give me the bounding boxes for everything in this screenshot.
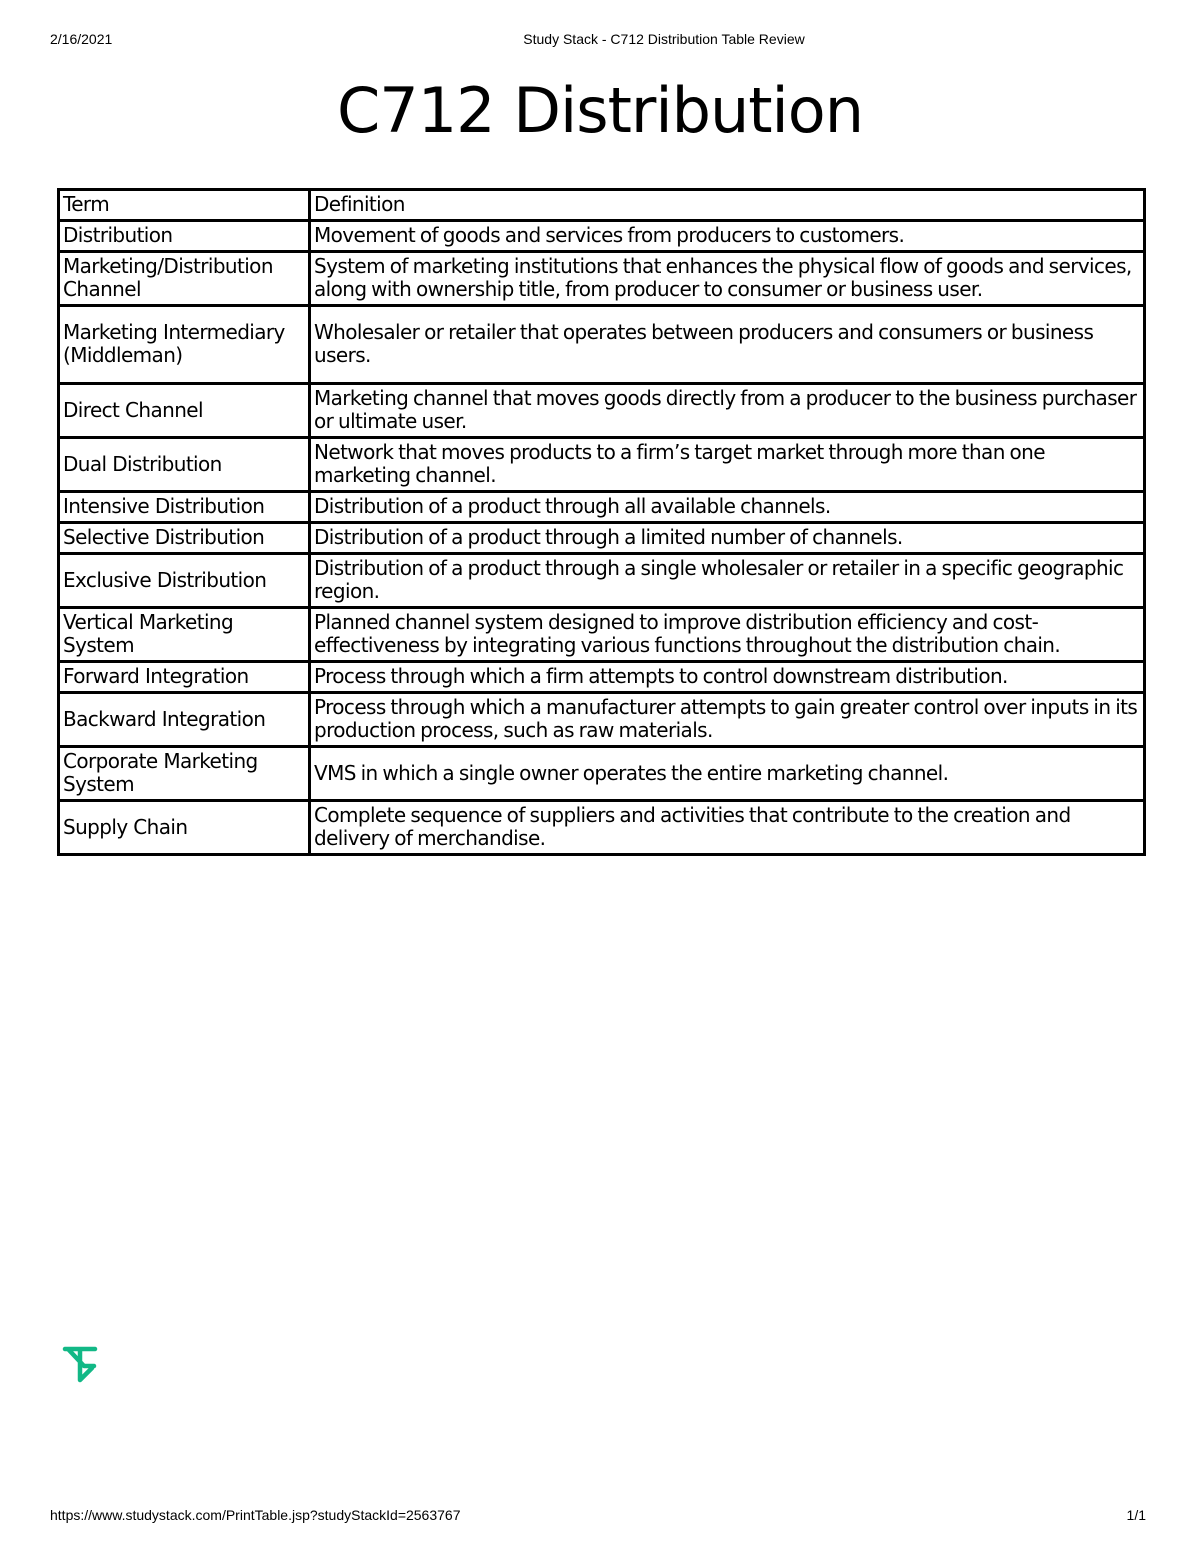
definition-cell: Process through which a manufacturer attempts to gain greater control over inputs in its production process, such as raw materials. bbox=[310, 693, 1145, 747]
table-row bbox=[59, 747, 1145, 801]
term-cell: Distribution bbox=[59, 221, 310, 252]
definition-cell: Distribution of a product through all available channels. bbox=[310, 492, 1145, 523]
table-row bbox=[59, 608, 1145, 662]
table-row bbox=[59, 523, 1145, 554]
term-cell: Backward Integration bbox=[59, 693, 310, 747]
definition-cell: Movement of goods and services from producers to customers. bbox=[310, 221, 1145, 252]
term-cell: Exclusive Distribution bbox=[59, 554, 310, 608]
term-cell: Forward Integration bbox=[59, 662, 310, 693]
term-cell: Corporate Marketing System bbox=[59, 747, 310, 801]
table-row bbox=[59, 801, 1145, 855]
definition-cell: System of marketing institutions that enhances the physical flow of goods and services, along with ownership title, from producer to consumer or business user. bbox=[310, 252, 1145, 306]
print-header-title: Study Stack - C712 Distribution Table Review bbox=[523, 31, 805, 47]
term-cell: Marketing/Distribution Channel bbox=[59, 252, 310, 306]
table-row bbox=[59, 384, 1145, 438]
print-date: 2/16/2021 bbox=[50, 31, 113, 47]
table-row bbox=[59, 554, 1145, 608]
term-cell: Vertical Marketing System bbox=[59, 608, 310, 662]
studystack-logo-icon bbox=[62, 1345, 100, 1383]
term-cell: Marketing Intermediary (Middleman) bbox=[59, 306, 310, 384]
definition-cell: Process through which a firm attempts to control downstream distribution. bbox=[310, 662, 1145, 693]
table-row bbox=[59, 693, 1145, 747]
definition-cell: Distribution of a product through a single wholesaler or retailer in a specific geographic region. bbox=[310, 554, 1145, 608]
header-definition: Definition bbox=[310, 190, 1145, 221]
table-row bbox=[59, 492, 1145, 523]
table-row bbox=[59, 252, 1145, 306]
definition-cell: Planned channel system designed to improve distribution efficiency and cost-effectiveness by integrating various functions throughout the distribution chain. bbox=[310, 608, 1145, 662]
definition-cell: VMS in which a single owner operates the entire marketing channel. bbox=[310, 747, 1145, 801]
table-row bbox=[59, 221, 1145, 252]
definition-cell: Distribution of a product through a limited number of channels. bbox=[310, 523, 1145, 554]
definition-cell: Wholesaler or retailer that operates between producers and consumers or business users. bbox=[310, 306, 1145, 384]
definition-cell: Marketing channel that moves goods directly from a producer to the business purchaser or ultimate user. bbox=[310, 384, 1145, 438]
term-cell: Direct Channel bbox=[59, 384, 310, 438]
header-term: Term bbox=[59, 190, 310, 221]
definition-cell: Complete sequence of suppliers and activities that contribute to the creation and delivery of merchandise. bbox=[310, 801, 1145, 855]
term-cell: Dual Distribution bbox=[59, 438, 310, 492]
page-title: C712 Distribution bbox=[336, 74, 864, 147]
table-row bbox=[59, 662, 1145, 693]
footer-url: https://www.studystack.com/PrintTable.jsp?studyStackId=2563767 bbox=[50, 1507, 461, 1523]
table-row bbox=[59, 306, 1145, 384]
term-cell: Selective Distribution bbox=[59, 523, 310, 554]
term-cell: Supply Chain bbox=[59, 801, 310, 855]
page-number: 1/1 bbox=[1126, 1507, 1146, 1523]
term-cell: Intensive Distribution bbox=[59, 492, 310, 523]
definition-cell: Network that moves products to a firm’s target market through more than one marketing channel. bbox=[310, 438, 1145, 492]
terms-table bbox=[57, 188, 1146, 856]
table-header-row bbox=[59, 190, 1145, 221]
table-row bbox=[59, 438, 1145, 492]
